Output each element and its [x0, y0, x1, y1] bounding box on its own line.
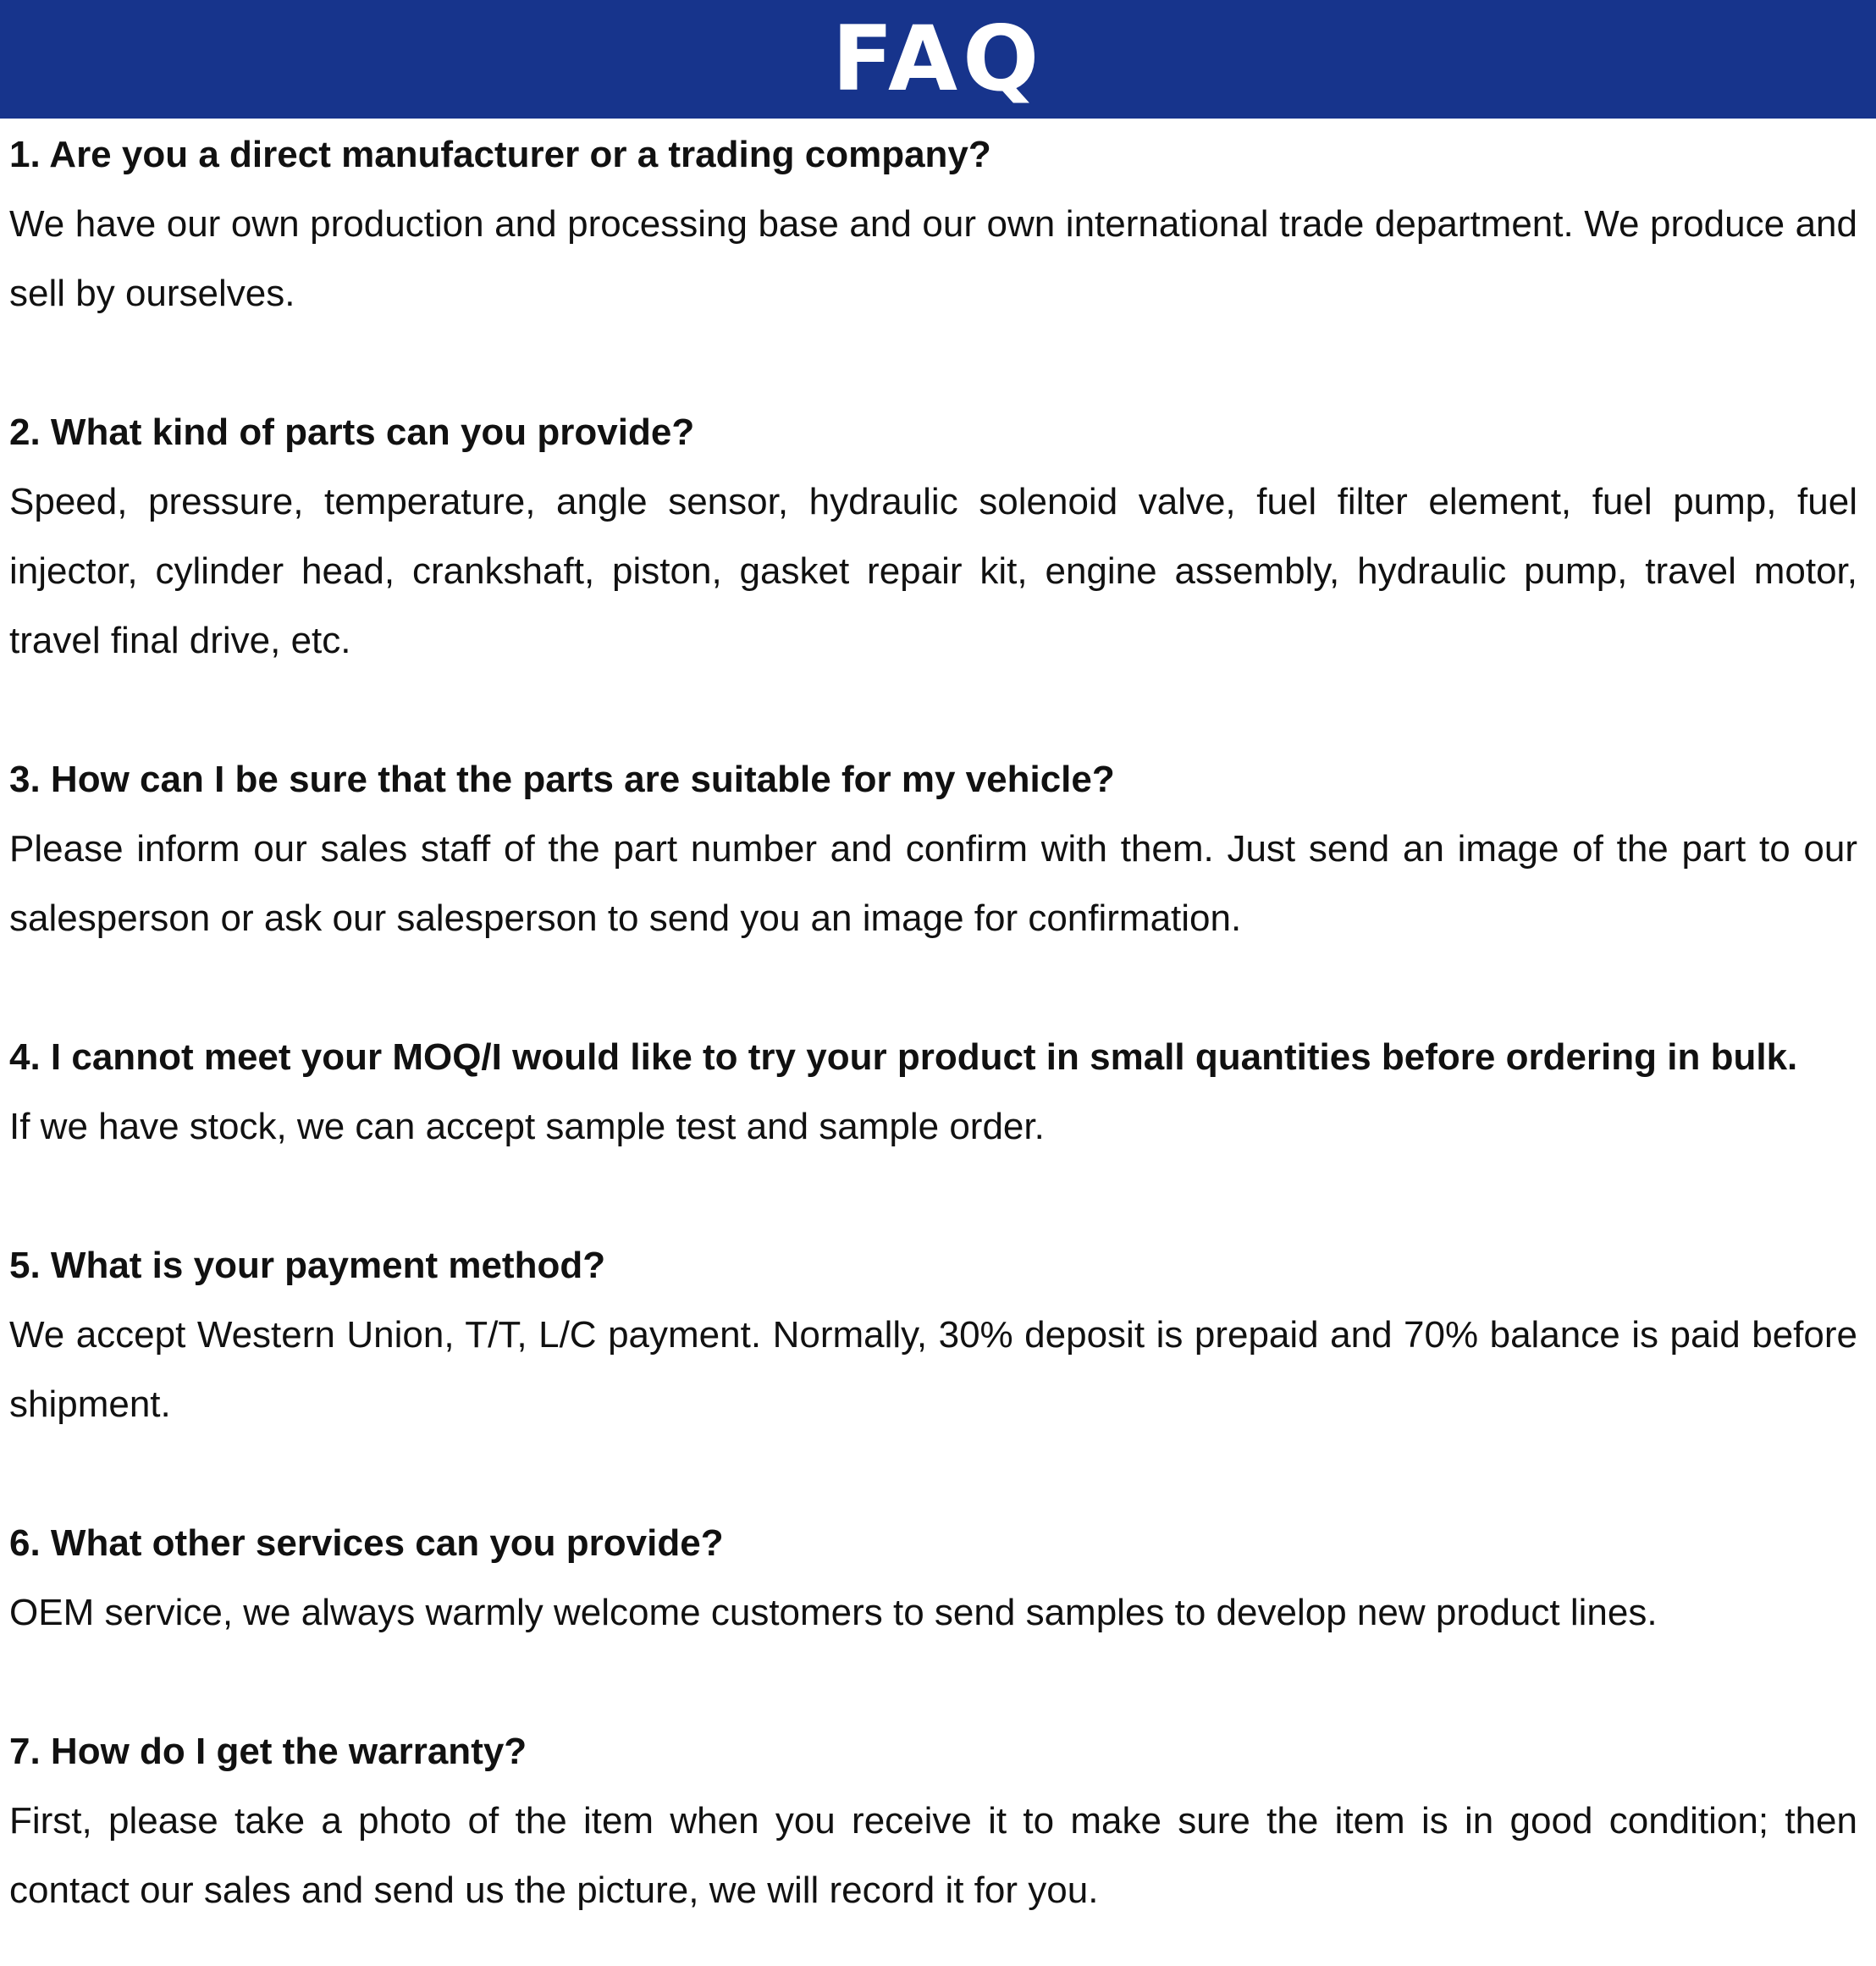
- faq-answer: If we have stock, we can accept sample test and sample order.: [9, 1106, 1045, 1147]
- faq-answer: Speed, pressure, temperature, angle sensor, hydraulic solenoid valve, fuel filter element, fuel pump, fuel injector, cylinder head, crankshaft, piston, gasket repair kit, engine assembly, hydraulic pump, travel motor, travel final drive, etc.: [9, 481, 1857, 661]
- faq-header-banner: [0, 0, 1876, 119]
- faq-question: 2. What kind of parts can you provide?: [9, 411, 695, 453]
- faq-item-4: [9, 1023, 1857, 1162]
- faq-question: 6. What other services can you provide?: [9, 1522, 724, 1564]
- faq-answer: We accept Western Union, T/T, L/C payment. Normally, 30% deposit is prepaid and 70% balance is paid before shipment.: [9, 1314, 1857, 1425]
- faq-answer: OEM service, we always warmly welcome customers to send samples to develop new product lines.: [9, 1592, 1658, 1633]
- faq-item-2: [9, 398, 1857, 676]
- faq-question: 1. Are you a direct manufacturer or a trading company?: [9, 134, 991, 175]
- faq-item-1: [9, 120, 1857, 329]
- faq-item-7: [9, 1717, 1857, 1925]
- faq-question: 4. I cannot meet your MOQ/I would like to try your product in small quantities before ordering in bulk.: [9, 1036, 1798, 1078]
- faq-question: 3. How can I be sure that the parts are suitable for my vehicle?: [9, 759, 1115, 800]
- faq-question: 7. How do I get the warranty?: [9, 1731, 527, 1772]
- faq-item-3: [9, 745, 1857, 953]
- page-title: FAQ: [831, 7, 1045, 111]
- faq-answer: First, please take a photo of the item when you receive it to make sure the item is in good condition; then contact our sales and send us the picture, we will record it for you.: [9, 1800, 1857, 1911]
- faq-item-6: [9, 1509, 1857, 1648]
- faq-question: 5. What is your payment method?: [9, 1245, 606, 1286]
- faq-item-5: [9, 1231, 1857, 1439]
- faq-answer: Please inform our sales staff of the part number and confirm with them. Just send an image of the part to our salesperson or ask our salesperson to send you an image for confirmation.: [9, 828, 1857, 939]
- faq-answer: We have our own production and processing base and our own international trade department. We produce and sell by ourselves.: [9, 203, 1857, 314]
